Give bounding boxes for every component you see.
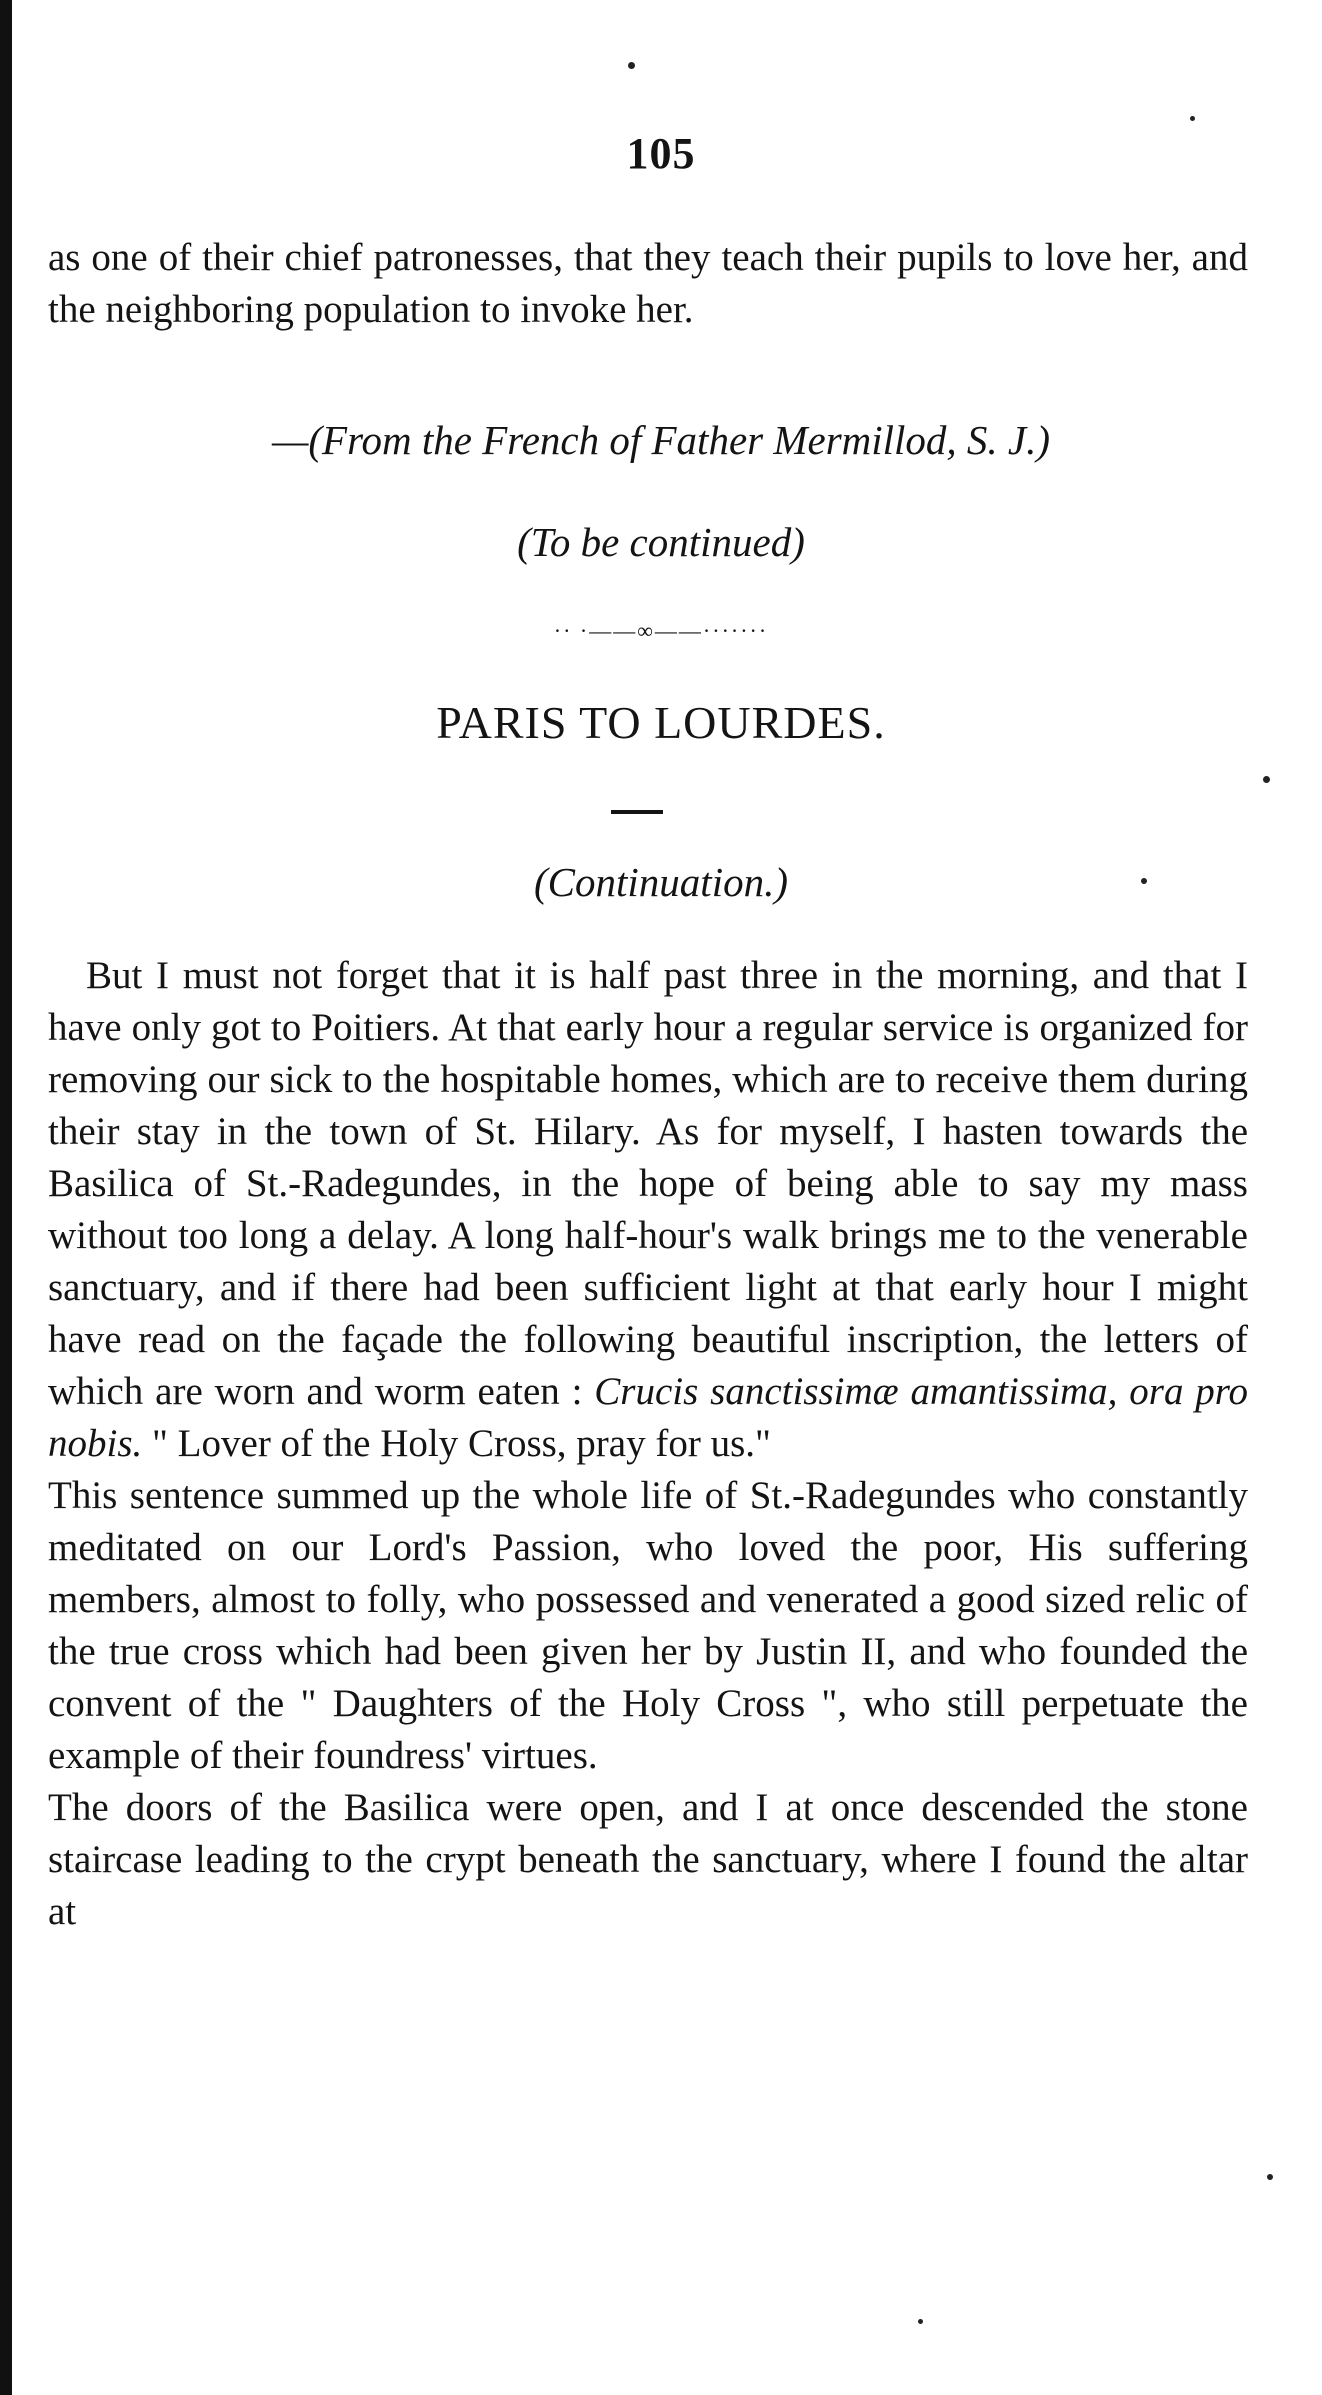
continued-paragraph: as one of their chief patronesses, that they teach their pupils to love her, and the neighboring population to invoke her. — [48, 236, 1248, 331]
to-be-continued-note: (To be continued) — [517, 519, 805, 565]
ink-speck — [1190, 116, 1195, 121]
continued-text-block — [48, 232, 1248, 336]
inscription-translation: " Lover of the Holy Cross, pray for us." — [142, 1422, 771, 1465]
title-rule — [611, 810, 663, 814]
page-number: 105 — [626, 129, 696, 178]
article-title: PARIS TO LOURDES. — [436, 697, 886, 748]
article-body — [48, 950, 1248, 1938]
section-divider-ornament: ·· ·——∞——······· — [553, 618, 769, 643]
ink-speck — [628, 62, 635, 69]
latin-inscription: Crucis sanctissimæ amantissima, ora pro nobis. — [48, 1370, 1249, 1465]
ink-speck — [1267, 2174, 1273, 2180]
article-paragraph-1 — [48, 950, 1248, 1470]
paragraph-1-text: But I must not forget that it is half past three in the morning, and that I have only got to Poitiers. At that early hour a regular service is organized for removing our sick to the hospitable homes, which are to receive them during their stay in the town of St. Hilary. As for myself, I hasten towards the Basilica of St.-Radegundes, in the hope of being able to say my mass without too long a delay. A long half-hour's walk brings me to the venerable sanctuary, and if there had been sufficient light at that early hour I might have read on the façade the following beautiful inscription, the letters of which are worn and worm eaten : — [48, 954, 1248, 1413]
attribution-line: —(From the French of Father Mermillod, S. J.) — [271, 417, 1051, 463]
ink-speck — [918, 2319, 923, 2324]
continuation-label: (Continuation.) — [534, 859, 788, 905]
ink-speck — [1263, 776, 1270, 783]
page-edge-shadow — [0, 0, 12, 2395]
article-paragraph-2: This sentence summed up the whole life of St.-Radegundes who constantly meditated on our Lord's Passion, who loved the poor, His suffering members, almost to folly, who possessed and venerated a good sized relic of the true cross which had been given her by Justin II, and who founded the convent of the " Daughters of the Holy Cross ", who still perpetuate the example of their foundress' virtues. — [48, 1474, 1248, 1777]
article-paragraph-3: The doors of the Basilica were open, and I at once descended the stone staircase leading to the crypt beneath the sanctuary, where I found the altar at — [48, 1786, 1248, 1933]
